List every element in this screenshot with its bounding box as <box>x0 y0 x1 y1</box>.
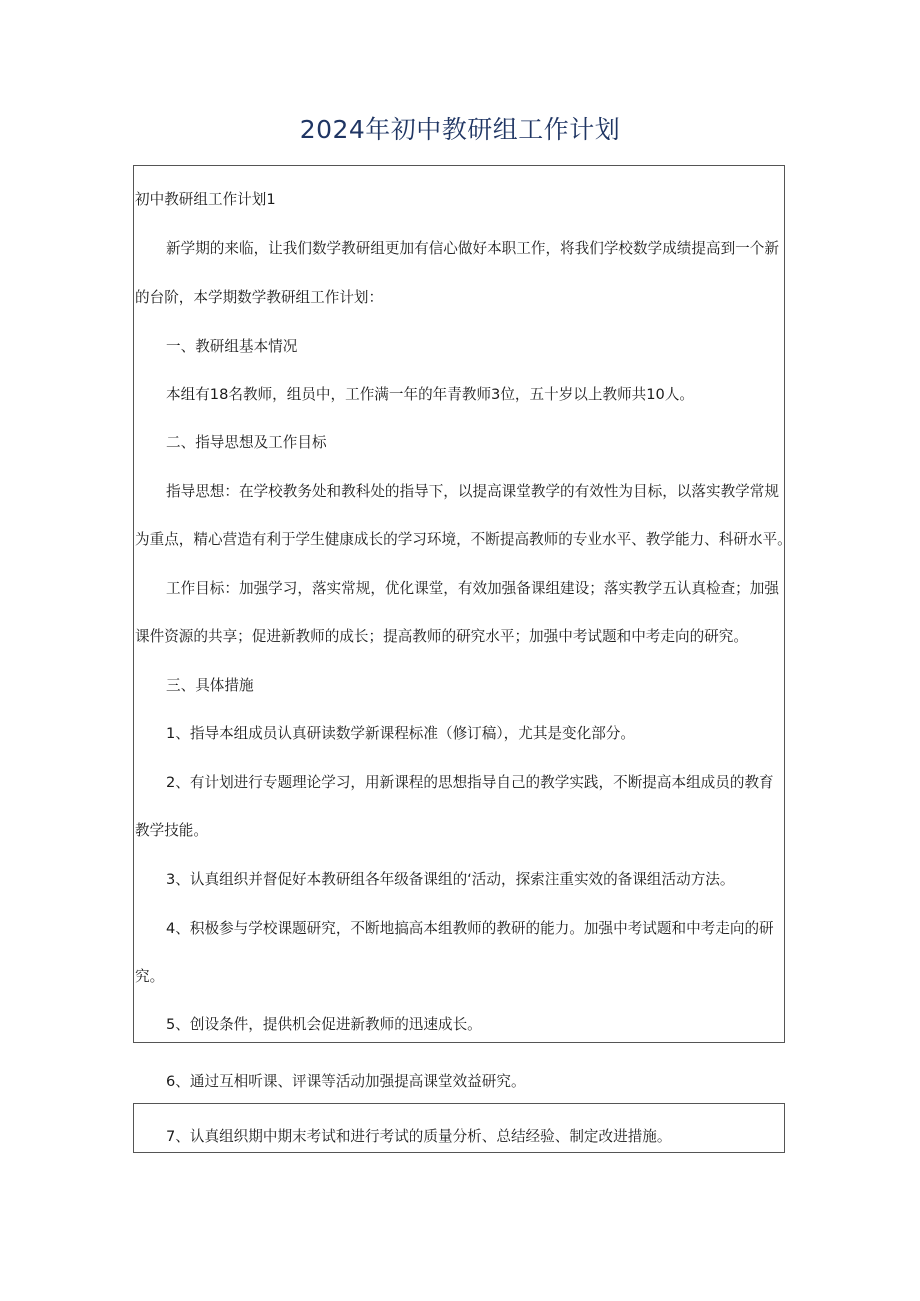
list-item-3: 3、认真组织并督促好本教研组各年级备课组的‘活动，探索注重实效的备课组活动方法。 <box>166 871 735 888</box>
heading-guiding-ideas: 二、指导思想及工作目标 <box>166 434 327 451</box>
list-item-4: 4、积极参与学校课题研究，不断地搞高本组教师的教研的能力。加强中考试题和中考走向的研 <box>166 920 774 937</box>
list-item-5: 5、创设条件，提供机会促进新教师的迅速成长。 <box>166 1016 482 1033</box>
list-item-6: 6、通过互相听课、评课等活动加强提高课堂效益研究。 <box>166 1073 526 1090</box>
list-item-2-cont: 教学技能。 <box>135 822 208 839</box>
paragraph-guiding-ideas-cont: 为重点，精心营造有利于学生健康成长的学习环境，不断提高教师的专业水平、教学能力、科研水平。 <box>135 531 792 548</box>
paragraph-basic-info: 本组有18名教师，组员中，工作满一年的年青教师3位，五十岁以上教师共10人。 <box>166 386 695 403</box>
list-item-2: 2、有计划进行专题理论学习，用新课程的思想指导自己的教学实践，不断提高本组成员的教育 <box>166 774 774 791</box>
paragraph-guiding-ideas: 指导思想：在学校教务处和教科处的指导下，以提高课堂教学的有效性为目标，以落实教学常规 <box>166 483 779 500</box>
page-title: 2024年初中教研组工作计划 <box>299 115 621 144</box>
paragraph-intro: 新学期的来临，让我们数学教研组更加有信心做好本职工作，将我们学校数学成绩提高到一个新 <box>166 240 779 257</box>
paragraph-work-goals-cont: 课件资源的共享；促进新教师的成长；提高教师的研究水平；加强中考试题和中考走向的研究。 <box>135 628 748 645</box>
list-item-7: 7、认真组织期中期末考试和进行考试的质量分析、总结经验、制定改进措施。 <box>166 1128 672 1145</box>
paragraph-work-goals: 工作目标：加强学习，落实常规，优化课堂，有效加强备课组建设；落实教学五认真检查；加强 <box>166 580 779 597</box>
list-item-4-cont: 究。 <box>135 968 165 985</box>
heading-measures: 三、具体措施 <box>166 677 254 694</box>
paragraph-intro-cont: 的台阶，本学期数学教研组工作计划： <box>135 289 384 306</box>
section-heading-plan-1: 初中教研组工作计划1 <box>135 191 276 208</box>
list-item-1: 1、指导本组成员认真研读数学新课程标准（修订稿），尤其是变化部分。 <box>166 725 635 742</box>
heading-basic-info: 一、教研组基本情况 <box>166 338 298 355</box>
